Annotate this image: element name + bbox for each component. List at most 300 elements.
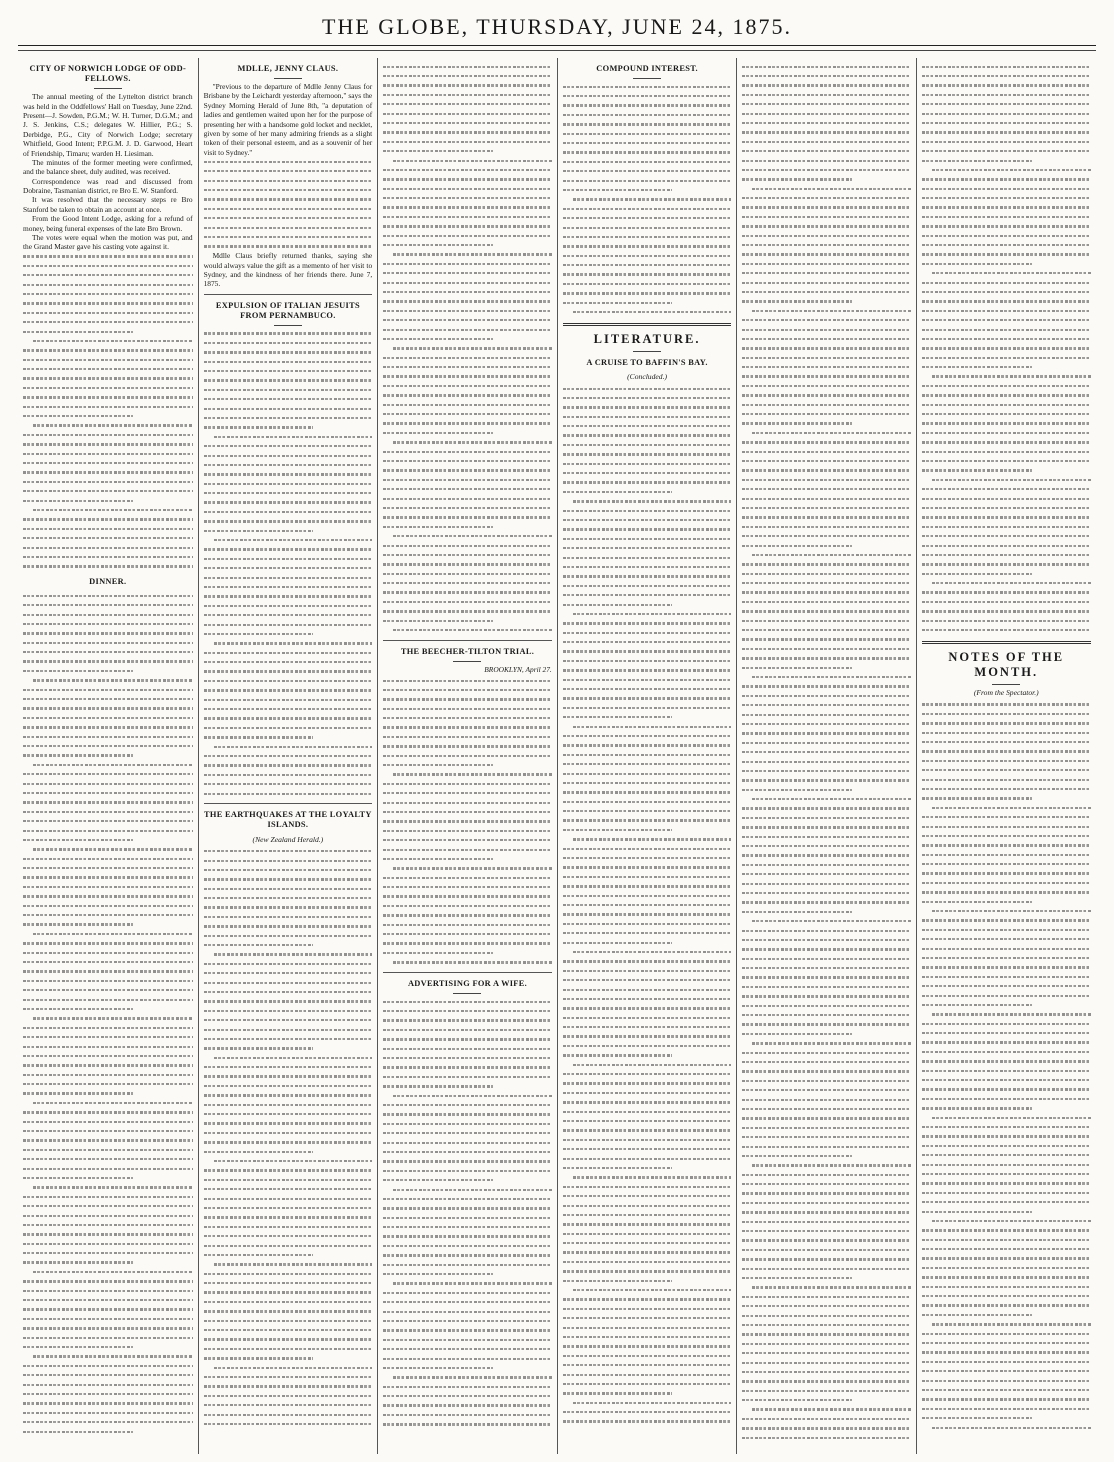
text-line [383,817,552,826]
text-line [383,958,552,967]
text-line [204,950,373,959]
text-line [383,1129,552,1138]
text-line [742,1189,911,1198]
text-line [563,1323,732,1332]
text-line [383,428,552,437]
text-line [204,1203,373,1212]
text-line [742,1273,911,1282]
text-line [922,400,1091,409]
text-line [204,1419,373,1428]
text-line [204,620,373,629]
text-line [23,854,193,863]
text-line [922,278,1091,287]
text-line [742,1264,911,1273]
text-line [23,638,193,647]
text-line [563,976,732,985]
text-line [922,81,1091,90]
text-line [742,776,911,785]
text-line [204,1166,373,1175]
text-line [563,985,732,994]
text-line [922,935,1091,944]
text-line [563,731,732,740]
text-line [742,1302,911,1311]
text-line [922,916,1091,925]
text-line [563,393,732,402]
text-line [383,616,552,625]
text-line [204,1250,373,1259]
section-divider [922,641,1091,644]
text-line [383,1110,552,1119]
text-line [383,137,552,146]
text-line [23,648,193,657]
text-line [204,733,373,742]
text-line [922,494,1091,503]
text-line [563,882,732,891]
text-line [563,619,732,628]
text-line [742,672,911,681]
text-line [922,147,1091,156]
text-line [23,807,193,816]
divider [992,684,1020,685]
text-line [383,269,552,278]
text-line [742,334,911,343]
text-line [922,1104,1091,1113]
text-line [383,1176,552,1185]
text-line [742,1076,911,1085]
text-line [742,794,911,803]
text-line [383,541,552,550]
text-line [742,344,911,353]
text-line [23,798,193,807]
text-line [383,1316,552,1325]
text-line [742,1245,911,1254]
text-line [563,703,732,712]
paragraph: The annual meeting of the Lyttelton district branch was held in the Oddfellows' Hall on Tuesday, June 22nd. Present—J. Sowden, P.G.M.; W. H. Turner, D.G.M.; and J. S. Jenkins, C.S.; delegates W. Hillier, P.G.; S. Derbidge, P.G., City of Norwich Lodge; secretary Whitfield, Good Intent; P.P.G.M. J. D. Garwood, Heart of Friendship, Timaru; warden H. Liesiman. [23,92,193,158]
text-line [922,1019,1091,1028]
text-line [742,926,911,935]
text-line [922,1113,1091,1122]
text-line [742,917,911,926]
text-line [383,1307,552,1316]
text-line [922,513,1091,522]
text-line [204,987,373,996]
text-line [742,1133,911,1142]
text-line [922,550,1091,559]
text-line [563,807,732,816]
text-line [922,231,1091,240]
text-block [23,591,193,1436]
text-line [23,685,193,694]
text-line [742,494,911,503]
text-line [742,438,911,447]
text-line [383,751,552,760]
text-line [922,1404,1091,1413]
text-line [23,421,193,430]
text-line [742,1039,911,1048]
text-line [204,1222,373,1231]
text-line [563,223,732,232]
text-line [742,757,911,766]
text-line [563,204,732,213]
text-line [742,475,911,484]
text-line [204,1269,373,1278]
text-line [383,826,552,835]
text-line [563,675,732,684]
article-body [204,251,373,289]
text-line [563,1220,732,1229]
text-line [922,719,1091,728]
text-line [23,458,193,467]
text-line [383,1016,552,1025]
text-line [742,701,911,710]
text-line [742,982,911,991]
text-line [563,938,732,947]
text-line [23,1033,193,1042]
text-line [742,644,911,653]
text-line [742,945,911,954]
text-line [23,1342,193,1351]
divider [633,351,661,352]
text-line [204,1391,373,1400]
text-line [563,298,732,307]
text-line [742,278,911,287]
text-line [204,1063,373,1072]
text-line [922,1348,1091,1357]
dateline: BROOKLYN, April 27. [484,664,552,674]
text-line [742,184,911,193]
text-line [922,982,1091,991]
text-line [23,543,193,552]
text-line [23,1286,193,1295]
text-line [563,468,732,477]
text-line [383,522,552,531]
text-line [23,1126,193,1135]
text-line [204,1372,373,1381]
text-line [204,385,373,394]
text-line [383,147,552,156]
text-line [742,860,911,869]
text-line [383,597,552,606]
text-line [383,334,552,343]
text-line [383,193,552,202]
article-heading: MDLLE, JENNY CLAUS. [237,64,339,73]
text-line [742,1151,911,1160]
text-line [922,953,1091,962]
text-line [922,1244,1091,1253]
text-line [204,232,373,241]
text-line [23,261,193,270]
text-line [742,1283,911,1292]
text-line [922,1282,1091,1291]
text-line [922,1047,1091,1056]
text-line [204,1401,373,1410]
text-line [922,1367,1091,1376]
text-line [922,1338,1091,1347]
text-line [383,231,552,240]
text-line [742,663,911,672]
text-line [23,892,193,901]
text-line [563,1182,732,1191]
text-line [742,1433,911,1442]
text-line [563,1192,732,1201]
text-line [742,1292,911,1301]
text-line [563,760,732,769]
text-line [742,165,911,174]
text-line [922,325,1091,334]
text-line [23,1314,193,1323]
text-line [204,969,373,978]
text-line [383,807,552,816]
text-line [922,1273,1091,1282]
text-line [204,770,373,779]
text-line [742,569,911,578]
text-line [922,306,1091,315]
masthead [18,8,1096,46]
text-line [563,647,732,656]
text-line [204,639,373,648]
text-line [204,761,373,770]
text-line [204,1194,373,1203]
text-line [383,250,552,259]
text-line [742,1161,911,1170]
text-line [383,175,552,184]
text-line [204,667,373,676]
text-line [922,803,1091,812]
text-line [383,372,552,381]
text-line [204,1307,373,1316]
text-line [204,714,373,723]
text-line [563,232,732,241]
text-line [563,1361,732,1370]
text-line [563,1314,732,1323]
text-line [563,1051,732,1060]
section-divider [204,803,373,804]
text-line [742,907,911,916]
text-line [23,1371,193,1380]
text-line [23,336,193,345]
text-line [922,1329,1091,1338]
text-line [563,261,732,270]
text-line [383,203,552,212]
text-line [922,588,1091,597]
section-divider [383,640,552,641]
text-line [922,1160,1091,1169]
text-line [563,214,732,223]
text-line [23,741,193,750]
text-line [204,893,373,902]
text-line [204,1335,373,1344]
text-line [23,1164,193,1173]
text-line [742,503,911,512]
text-line [23,1418,193,1427]
text-line [742,785,911,794]
text-line [922,1310,1091,1319]
text-line [23,1352,193,1361]
text-line [383,456,552,465]
text-line [742,419,911,428]
text-line [383,929,552,938]
text-line [742,879,911,888]
text-line [742,691,911,700]
text-line [383,873,552,882]
divider [94,88,122,89]
text-line [563,553,732,562]
text-line [563,1116,732,1125]
text-line [204,1081,373,1090]
text-line [563,1238,732,1247]
text-line [563,440,732,449]
text-line [383,1072,552,1081]
text-line [23,948,193,957]
text-line [383,770,552,779]
text-line [204,1034,373,1043]
text-line [23,929,193,938]
text-line [563,1389,732,1398]
text-line [922,269,1091,278]
text-line [204,611,373,620]
text-line [563,412,732,421]
text-line [922,184,1091,193]
text-line [204,1213,373,1222]
text-line [23,280,193,289]
text-line [204,1185,373,1194]
text-line [563,609,732,618]
text-line [204,167,373,176]
text-line [922,991,1091,1000]
text-line [922,532,1091,541]
text-line [204,451,373,460]
text-line [23,1145,193,1154]
text-line [204,1316,373,1325]
paragraph: It was resolved that the necessary steps re Bro Stanford be taken to obtain an account at once. [23,195,193,214]
text-line [204,648,373,657]
text-line [23,1004,193,1013]
text-line [742,1386,911,1395]
text-line [742,109,911,118]
text-line [922,90,1091,99]
text-line [204,573,373,582]
text-line [563,157,732,166]
text-line [742,203,911,212]
divider [453,993,481,994]
text-line [383,854,552,863]
text-line [204,564,373,573]
text-line [204,676,373,685]
text-line [204,1044,373,1053]
text-line [742,90,911,99]
text-line [922,344,1091,353]
text-line [922,747,1091,756]
paragraph: From the Good Intent Lodge, asking for a refund of money, being funeral expenses of the late Bro Brown. [23,214,193,233]
text-line [23,430,193,439]
text-line [23,732,193,741]
text-line [204,554,373,563]
text-line [204,1354,373,1363]
text-line [383,532,552,541]
text-line [563,270,732,279]
text-line [742,259,911,268]
text-line [922,831,1091,840]
section-heading: LITERATURE. [593,331,701,346]
text-line [383,1420,552,1429]
text-line [23,383,193,392]
text-line [383,1288,552,1297]
text-line [383,1213,552,1222]
text-line [922,541,1091,550]
text-line [23,770,193,779]
text-line [563,1060,732,1069]
text-line [23,327,193,336]
text-line [742,729,911,738]
text-line [742,1142,911,1151]
text-line [204,856,373,865]
text-line [742,1358,911,1367]
text-line [23,1202,193,1211]
text-line [383,100,552,109]
text-line [383,607,552,616]
text-line [383,1138,552,1147]
text-line [204,214,373,223]
text-line [204,507,373,516]
text-line [23,289,193,298]
text-line [922,906,1091,915]
text-line [922,1395,1091,1404]
text-line [204,1232,373,1241]
text-line [204,704,373,713]
text-line [742,306,911,315]
text-line [563,1107,732,1116]
divider [274,325,302,326]
text-line [383,438,552,447]
text-line [383,578,552,587]
text-line [204,582,373,591]
text-line [742,1339,911,1348]
text-line [563,816,732,825]
text-line [204,404,373,413]
text-line [742,541,911,550]
text-line [383,1410,552,1419]
text-line [742,1029,911,1038]
paragraph: Correspondence was read and discussed from Dobraine, Tasmanian district, re Bro E. W. Stanford. [23,176,193,196]
text-line [563,966,732,975]
text-line [742,428,911,437]
text-line [563,1069,732,1078]
text-line [563,138,732,147]
text-line [383,836,552,845]
text-line [563,1079,732,1088]
text-line [23,1211,193,1220]
text-line [204,1288,373,1297]
text-line [742,118,911,127]
text-line [23,552,193,561]
text-line [204,1138,373,1147]
text-line [383,391,552,400]
text-line [742,1320,911,1329]
text-line [742,456,911,465]
text-line [563,1379,732,1388]
text-line [742,1010,911,1019]
text-line [23,788,193,797]
text-block [204,157,373,251]
text-line [383,128,552,137]
text-line [383,1006,552,1015]
text-line [742,287,911,296]
paragraph: The votes were equal when the motion was put, and the Grand Master gave his casting vote against it. [23,233,193,252]
text-line [922,100,1091,109]
text-line [742,1424,911,1433]
text-line [742,137,911,146]
text-line [383,1298,552,1307]
